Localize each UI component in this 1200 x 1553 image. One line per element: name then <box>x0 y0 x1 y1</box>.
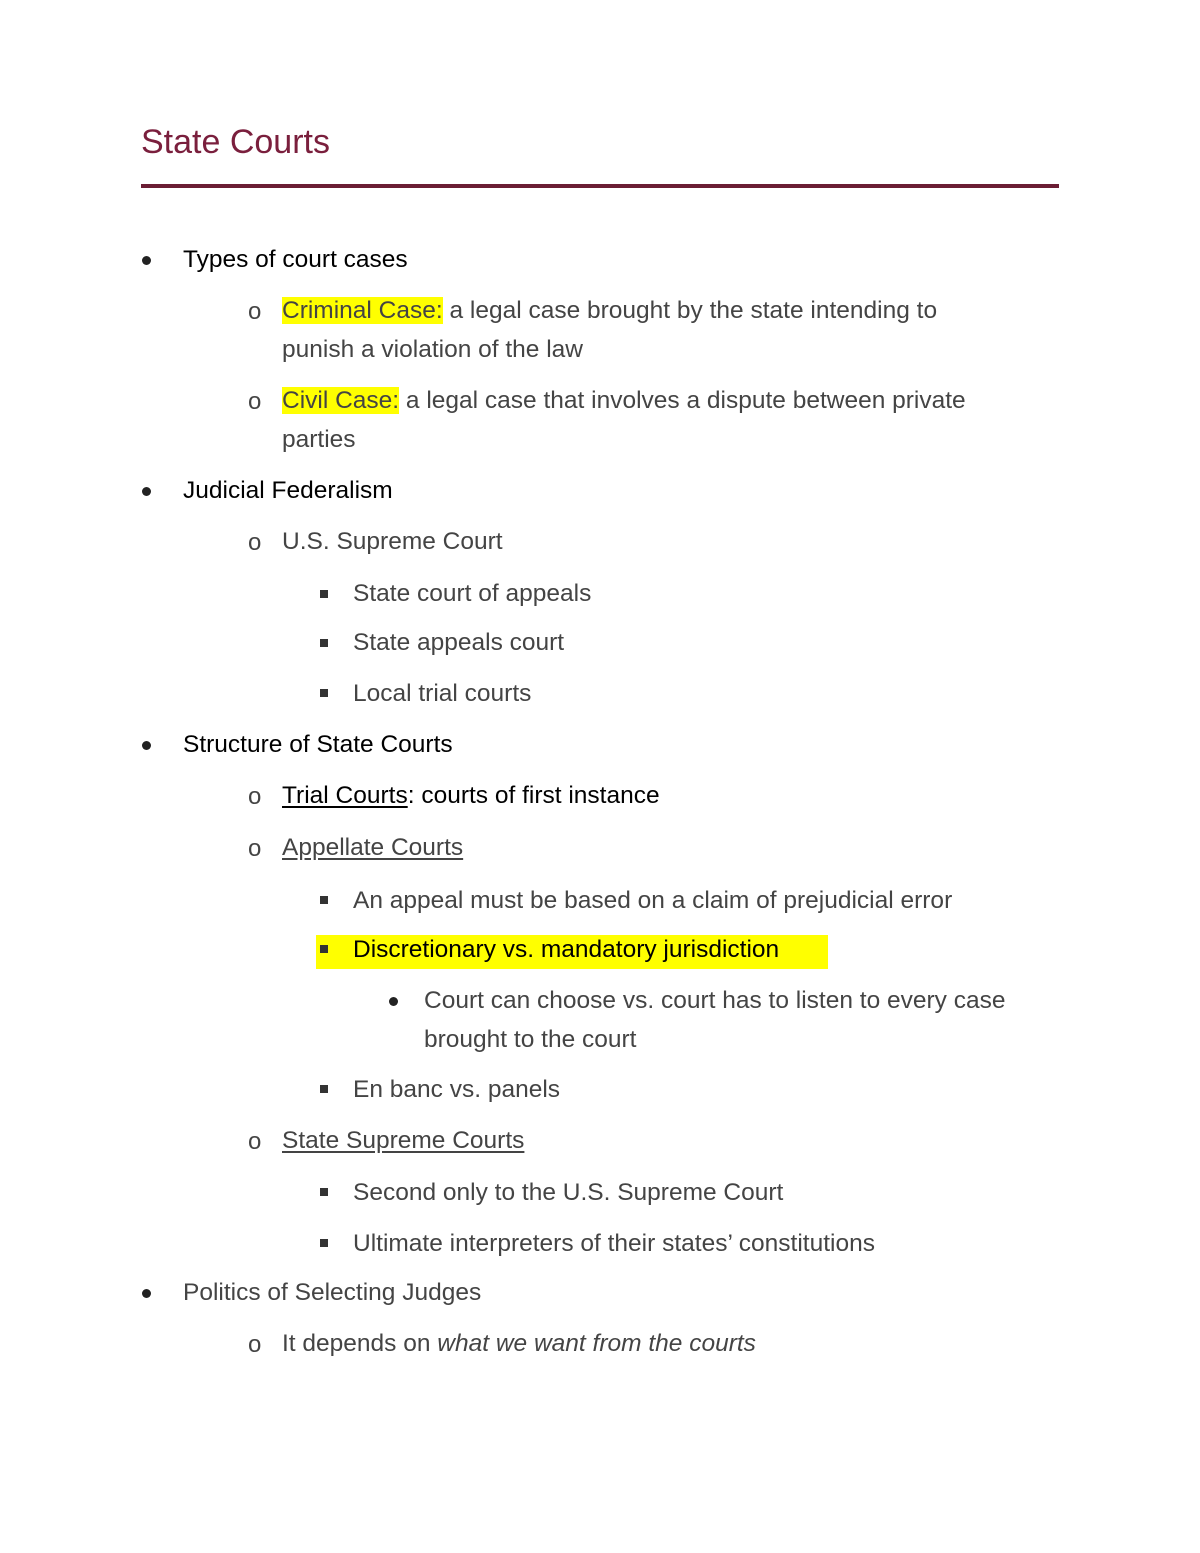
state-supreme-courts-item <box>282 1123 524 1159</box>
bullet-dot-icon <box>142 487 151 496</box>
criminal-case-definition: a legal case brought by the state intending to <box>442 297 938 324</box>
outline-heading-types: Types of court cases <box>183 246 408 273</box>
page-title: State Courts <box>141 123 330 161</box>
criminal-case-term: Criminal Case: <box>282 297 443 324</box>
depends-emphasis: what we want from the courts <box>437 1330 756 1357</box>
us-supreme-court-item: U.S. Supreme Court <box>282 528 503 555</box>
outline-heading-politics: Politics of Selecting Judges <box>183 1279 482 1306</box>
civil-case-definition: a legal case that involves a dispute between private <box>399 387 966 414</box>
square-bullet-icon <box>320 945 328 953</box>
trial-courts-term: Trial Courts <box>282 782 408 809</box>
civil-case-definition-cont: parties <box>282 426 356 453</box>
civil-case-term: Civil Case: <box>282 387 400 414</box>
circle-bullet-icon: o <box>248 1331 262 1358</box>
square-bullet-icon <box>320 1188 328 1196</box>
court-choice-item: Court can choose vs. court has to listen to every case <box>424 987 1006 1014</box>
federalism-subitem: Local trial courts <box>353 680 532 707</box>
supreme-subitem: Second only to the U.S. Supreme Court <box>353 1179 784 1206</box>
bullet-dot-icon <box>142 256 151 265</box>
depends-item <box>282 1326 756 1362</box>
square-bullet-icon <box>320 1085 328 1093</box>
square-bullet-icon <box>320 639 328 647</box>
circle-bullet-icon: o <box>248 835 262 862</box>
criminal-case-line <box>282 293 937 329</box>
federalism-subitem: State appeals court <box>353 629 565 656</box>
court-choice-item-cont: brought to the court <box>424 1026 637 1053</box>
circle-bullet-icon: o <box>248 388 262 415</box>
bullet-dot-icon <box>389 997 398 1006</box>
appellate-courts-term: Appellate Courts <box>282 834 464 861</box>
appeal-claim-item: An appeal must be based on a claim of prejudicial error <box>353 887 953 914</box>
outline-heading-federalism: Judicial Federalism <box>183 477 393 504</box>
circle-bullet-icon: o <box>248 298 262 325</box>
outline-heading-structure: Structure of State Courts <box>183 731 453 758</box>
circle-bullet-icon: o <box>248 529 262 556</box>
federalism-subitem: State court of appeals <box>353 580 592 607</box>
bullet-dot-icon <box>142 1289 151 1298</box>
square-bullet-icon <box>320 1239 328 1247</box>
square-bullet-icon <box>320 689 328 697</box>
en-banc-item: En banc vs. panels <box>353 1076 561 1103</box>
circle-bullet-icon: o <box>248 1128 262 1155</box>
criminal-case-definition-cont: punish a violation of the law <box>282 336 583 363</box>
civil-case-line <box>282 383 966 419</box>
trial-courts-definition: : courts of first instance <box>407 782 660 809</box>
trial-courts-line <box>282 778 660 814</box>
depends-prefix: It depends on <box>282 1330 438 1357</box>
square-bullet-icon <box>320 590 328 598</box>
bullet-dot-icon <box>142 741 151 750</box>
square-bullet-icon <box>320 896 328 904</box>
supreme-subitem: Ultimate interpreters of their states’ constitutions <box>353 1230 875 1257</box>
appellate-courts-item <box>282 830 463 866</box>
discretionary-item: Discretionary vs. mandatory jurisdiction <box>353 936 780 963</box>
circle-bullet-icon: o <box>248 783 262 810</box>
title-divider <box>141 184 1059 188</box>
state-supreme-courts-term: State Supreme Courts <box>282 1127 525 1154</box>
